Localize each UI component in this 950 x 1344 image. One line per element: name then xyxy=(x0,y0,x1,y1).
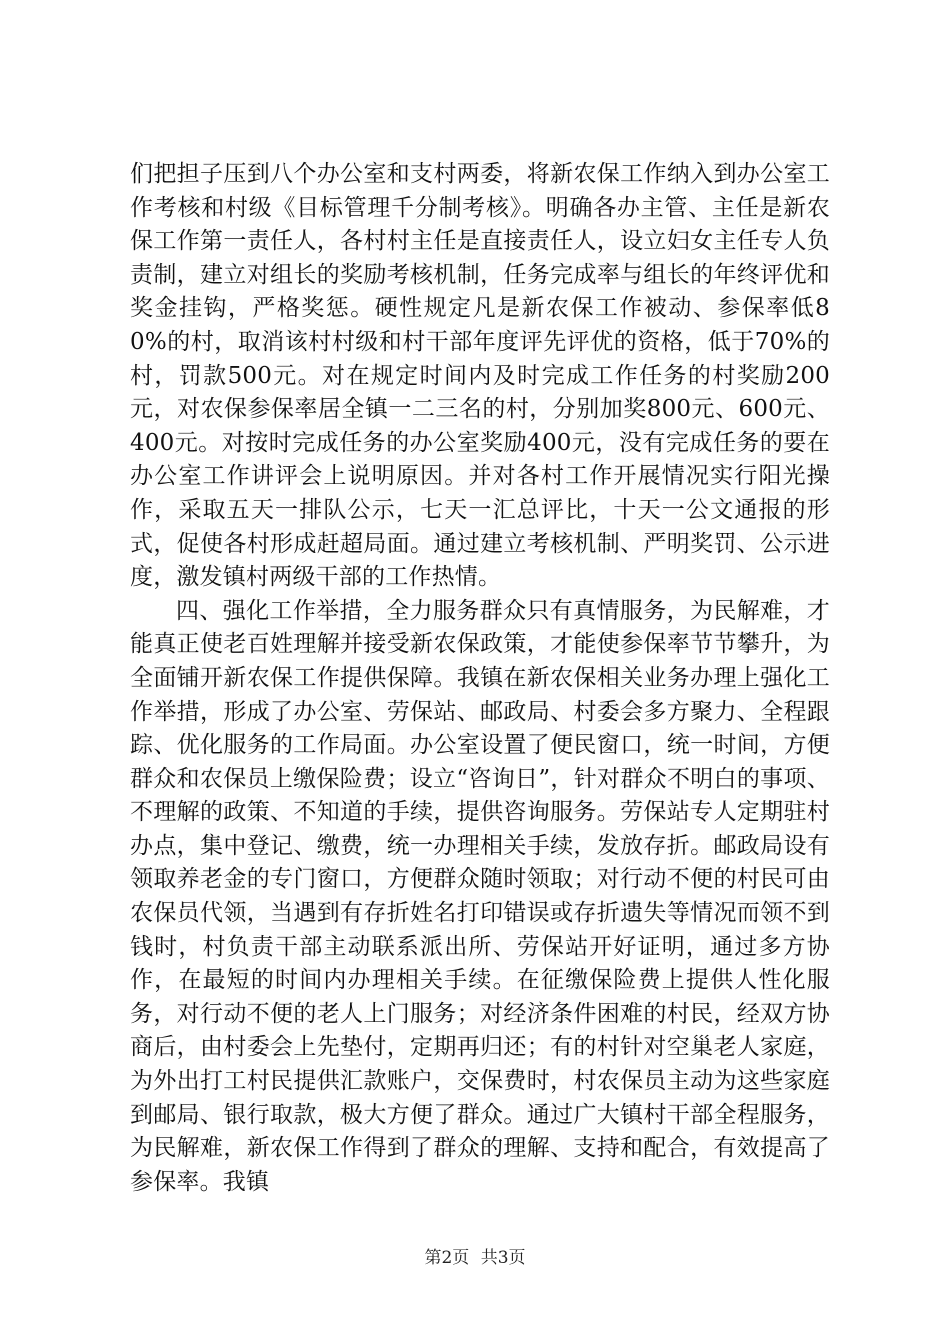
page-footer xyxy=(0,1243,950,1268)
paragraph-1: 们把担子压到八个办公室和支村两委，将新农保工作纳入到办公室工作考核和村级《目标管理千分制考核》。明确各办主管、主任是新农保工作第一责任人，各村村主任是直接责任人，设立妇女主任专人负责制，建立对组长的奖励考核机制，任务完成率与组长的年终评优和奖金挂钩，严格奖惩。硬性规定凡是新农保工作被动、参保率低80%的村，取消该村村级和村干部年度评先评优的资格，低于70%的村，罚款500元。对在规定时间内及时完成工作任务的村奖励200元，对农保参保率居全镇一二三名的村，分别加奖800元、600元、400元。对按时完成任务的办公室奖励400元，没有完成任务的要在办公室工作讲评会上说明原因。并对各村工作开展情况实行阳光操作，采取五天一排队公示，七天一汇总评比，十天一公文通报的形式，促使各村形成赶超局面。通过建立考核机制、严明奖罚、公示进度，激发镇村两级干部的工作热情。 xyxy=(130,161,830,591)
document-body xyxy=(130,158,830,1199)
page-total: 共3页 xyxy=(480,1248,526,1268)
paragraph-2: 四、强化工作举措，全力服务群众只有真情服务，为民解难，才能真正使老百姓理解并接受新农保政策，才能使参保率节节攀升，为全面铺开新农保工作提供保障。我镇在新农保相关业务办理上强化工作举措，形成了办公室、劳保站、邮政局、村委会多方聚力、全程跟踪、优化服务的工作局面。办公室设置了便民窗口，统一时间，方便群众和农保员上缴保险费；设立“咨询日”，针对群众不明白的事项、不理解的政策、不知道的手续，提供咨询服务。劳保站专人定期驻村办点，集中登记、缴费，统一办理相关手续，发放存折。邮政局设有领取养老金的专门窗口，方便群众随时领取；对行动不便的村民可由农保员代领，当遇到有存折姓名打印错误或存折遗失等情况而领不到钱时，村负责干部主动联系派出所、劳保站开好证明，通过多方协作，在最短的时间内办理相关手续。在征缴保险费上提供人性化服务，对行动不便的老人上门服务；对经济条件困难的村民，经双方协商后，由村委会上先垫付，定期再归还；有的村针对空巢老人家庭，为外出打工村民提供汇款账户，交保费时，村农保员主动为这些家庭到邮局、银行取款，极大方便了群众。通过广大镇村干部全程服务，为民解难，新农保工作得到了群众的理解、支持和配合，有效提高了参保率。我镇 xyxy=(130,597,830,1195)
page-number: 第2页 xyxy=(424,1248,470,1268)
